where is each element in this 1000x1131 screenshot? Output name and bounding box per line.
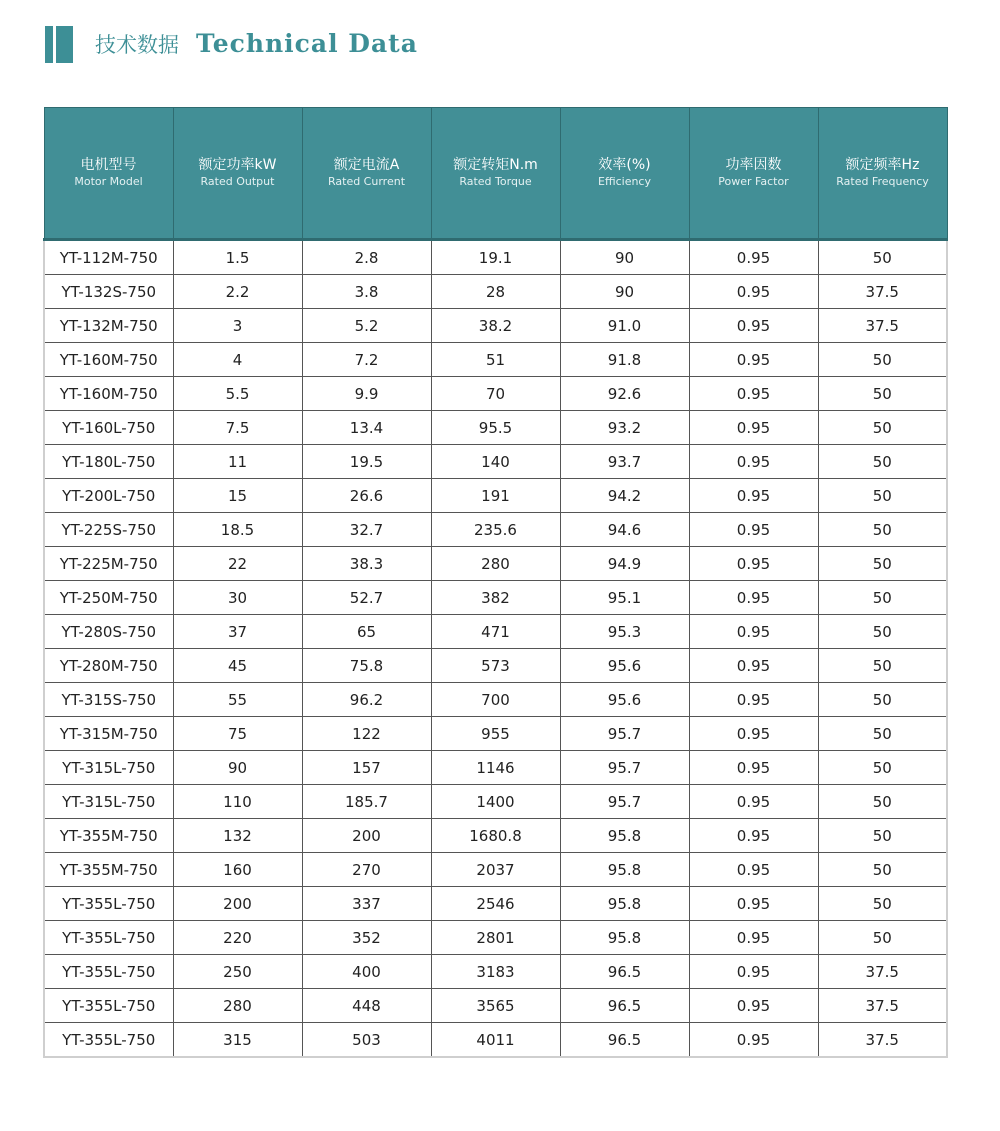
column-header-en: Power Factor	[718, 175, 789, 188]
table-cell: 0.95	[689, 887, 818, 921]
table-row	[44, 343, 947, 377]
table-header-row	[44, 108, 947, 240]
column-header-cn: 额定频率Hz	[845, 157, 920, 173]
table-row	[44, 683, 947, 717]
table-cell: 90	[560, 275, 689, 309]
table-cell: 18.5	[173, 513, 302, 547]
column-header	[44, 108, 173, 240]
table-cell: 0.95	[689, 989, 818, 1023]
table-cell: 200	[302, 819, 431, 853]
table-cell: 337	[302, 887, 431, 921]
motor-model-cell: YT-200L-750	[44, 479, 173, 513]
table-cell: 0.95	[689, 1023, 818, 1058]
table-cell: 92.6	[560, 377, 689, 411]
table-row	[44, 513, 947, 547]
table-cell: 0.95	[689, 309, 818, 343]
table-cell: 3.8	[302, 275, 431, 309]
motor-model-cell: YT-160M-750	[44, 343, 173, 377]
table-cell: 280	[431, 547, 560, 581]
table-cell: 50	[818, 785, 947, 819]
table-row	[44, 819, 947, 853]
table-cell: 2801	[431, 921, 560, 955]
table-cell: 95.7	[560, 751, 689, 785]
motor-model-cell: YT-355L-750	[44, 989, 173, 1023]
table-cell: 0.95	[689, 240, 818, 275]
column-header	[173, 108, 302, 240]
table-cell: 50	[818, 411, 947, 445]
table-cell: 95.1	[560, 581, 689, 615]
table-row	[44, 479, 947, 513]
table-cell: 110	[173, 785, 302, 819]
table-cell: 55	[173, 683, 302, 717]
table-cell: 0.95	[689, 513, 818, 547]
table-cell: 50	[818, 751, 947, 785]
table-cell: 0.95	[689, 445, 818, 479]
table-cell: 51	[431, 343, 560, 377]
table-cell: 93.2	[560, 411, 689, 445]
table-cell: 95.8	[560, 819, 689, 853]
table-cell: 96.2	[302, 683, 431, 717]
motor-model-cell: YT-355L-750	[44, 887, 173, 921]
table-cell: 19.5	[302, 445, 431, 479]
table-cell: 70	[431, 377, 560, 411]
table-cell: 96.5	[560, 989, 689, 1023]
table-cell: 315	[173, 1023, 302, 1058]
table-cell: 22	[173, 547, 302, 581]
table-row	[44, 411, 947, 445]
table-cell: 95.8	[560, 921, 689, 955]
column-header-en: Motor Model	[74, 175, 143, 188]
title-bar-icon	[45, 26, 73, 63]
table-row	[44, 751, 947, 785]
table-row	[44, 615, 947, 649]
table-cell: 122	[302, 717, 431, 751]
motor-model-cell: YT-180L-750	[44, 445, 173, 479]
table-cell: 4	[173, 343, 302, 377]
table-row	[44, 921, 947, 955]
table-cell: 0.95	[689, 547, 818, 581]
table-row	[44, 1023, 947, 1058]
table-cell: 26.6	[302, 479, 431, 513]
table-cell: 1680.8	[431, 819, 560, 853]
table-cell: 573	[431, 649, 560, 683]
table-cell: 132	[173, 819, 302, 853]
column-header-en: Efficiency	[598, 175, 651, 188]
motor-model-cell: YT-160L-750	[44, 411, 173, 445]
table-cell: 50	[818, 513, 947, 547]
table-cell: 15	[173, 479, 302, 513]
table-cell: 75	[173, 717, 302, 751]
table-cell: 37.5	[818, 309, 947, 343]
table-cell: 95.5	[431, 411, 560, 445]
table-cell: 5.5	[173, 377, 302, 411]
table-cell: 50	[818, 343, 947, 377]
table-cell: 0.95	[689, 751, 818, 785]
table-cell: 1146	[431, 751, 560, 785]
table-cell: 50	[818, 377, 947, 411]
column-header-en: Rated Current	[327, 175, 406, 188]
table-cell: 1400	[431, 785, 560, 819]
table-cell: 50	[818, 615, 947, 649]
table-cell: 4011	[431, 1023, 560, 1058]
motor-model-cell: YT-225M-750	[44, 547, 173, 581]
table-cell: 65	[302, 615, 431, 649]
table-cell: 38.2	[431, 309, 560, 343]
table-cell: 37.5	[818, 989, 947, 1023]
motor-model-cell: YT-280S-750	[44, 615, 173, 649]
table-cell: 95.8	[560, 853, 689, 887]
table-cell: 0.95	[689, 581, 818, 615]
table-cell: 50	[818, 819, 947, 853]
table-cell: 50	[818, 683, 947, 717]
table-cell: 50	[818, 717, 947, 751]
column-header	[431, 108, 560, 240]
table-cell: 270	[302, 853, 431, 887]
motor-model-cell: YT-250M-750	[44, 581, 173, 615]
table-cell: 94.6	[560, 513, 689, 547]
table-cell: 50	[818, 921, 947, 955]
table-cell: 185.7	[302, 785, 431, 819]
table-row	[44, 887, 947, 921]
table-cell: 5.2	[302, 309, 431, 343]
table-cell: 0.95	[689, 717, 818, 751]
table-row	[44, 785, 947, 819]
table-row	[44, 240, 947, 275]
table-cell: 50	[818, 479, 947, 513]
table-cell: 50	[818, 853, 947, 887]
table-cell: 11	[173, 445, 302, 479]
table-cell: 503	[302, 1023, 431, 1058]
table-cell: 28	[431, 275, 560, 309]
column-header	[689, 108, 818, 240]
table-row	[44, 547, 947, 581]
table-cell: 95.8	[560, 887, 689, 921]
motor-model-cell: YT-315M-750	[44, 717, 173, 751]
motor-model-cell: YT-315S-750	[44, 683, 173, 717]
table-cell: 0.95	[689, 649, 818, 683]
table-cell: 96.5	[560, 955, 689, 989]
table-cell: 280	[173, 989, 302, 1023]
page-title-en: Technical Data	[195, 29, 418, 58]
table-cell: 235.6	[431, 513, 560, 547]
table-row	[44, 649, 947, 683]
table-cell: 2546	[431, 887, 560, 921]
table-cell: 382	[431, 581, 560, 615]
column-header-cn: 效率(%)	[598, 157, 651, 173]
table-cell: 3565	[431, 989, 560, 1023]
motor-model-cell: YT-355L-750	[44, 955, 173, 989]
table-cell: 37.5	[818, 955, 947, 989]
motor-model-cell: YT-280M-750	[44, 649, 173, 683]
table-body	[44, 240, 947, 1058]
table-cell: 19.1	[431, 240, 560, 275]
table-cell: 0.95	[689, 819, 818, 853]
motor-model-cell: YT-355M-750	[44, 819, 173, 853]
table-cell: 94.9	[560, 547, 689, 581]
table-row	[44, 581, 947, 615]
motor-model-cell: YT-315L-750	[44, 785, 173, 819]
table-cell: 2.2	[173, 275, 302, 309]
table-cell: 200	[173, 887, 302, 921]
table-cell: 250	[173, 955, 302, 989]
table-cell: 352	[302, 921, 431, 955]
motor-model-cell: YT-160M-750	[44, 377, 173, 411]
motor-model-cell: YT-225S-750	[44, 513, 173, 547]
technical-data-table	[43, 107, 948, 1058]
column-header-cn: 额定电流A	[333, 157, 400, 173]
motor-model-cell: YT-132S-750	[44, 275, 173, 309]
table-cell: 0.95	[689, 479, 818, 513]
table-cell: 448	[302, 989, 431, 1023]
table-cell: 191	[431, 479, 560, 513]
table-cell: 0.95	[689, 615, 818, 649]
column-header-en: Rated Torque	[459, 175, 532, 188]
column-header-en: Rated Frequency	[836, 175, 929, 188]
table-cell: 37.5	[818, 275, 947, 309]
table-cell: 95.6	[560, 649, 689, 683]
column-header-en: Rated Output	[200, 175, 275, 188]
column-header-cn: 额定功率kW	[198, 157, 277, 173]
table-row	[44, 445, 947, 479]
table-cell: 0.95	[689, 343, 818, 377]
motor-model-cell: YT-315L-750	[44, 751, 173, 785]
motor-model-cell: YT-355L-750	[44, 1023, 173, 1058]
column-header	[560, 108, 689, 240]
table-cell: 2.8	[302, 240, 431, 275]
motor-model-cell: YT-355L-750	[44, 921, 173, 955]
table-cell: 471	[431, 615, 560, 649]
table-cell: 0.95	[689, 955, 818, 989]
table-row	[44, 309, 947, 343]
table-cell: 160	[173, 853, 302, 887]
table-cell: 0.95	[689, 683, 818, 717]
table-row	[44, 377, 947, 411]
table-cell: 955	[431, 717, 560, 751]
table-row	[44, 955, 947, 989]
table-cell: 0.95	[689, 275, 818, 309]
motor-model-cell: YT-112M-750	[44, 240, 173, 275]
table-cell: 9.9	[302, 377, 431, 411]
table-cell: 0.95	[689, 853, 818, 887]
table-cell: 91.0	[560, 309, 689, 343]
section-title	[45, 25, 418, 63]
table-cell: 95.7	[560, 717, 689, 751]
table-cell: 7.2	[302, 343, 431, 377]
column-header-cn: 电机型号	[80, 157, 137, 173]
table-cell: 50	[818, 445, 947, 479]
table-cell: 90	[560, 240, 689, 275]
column-header-cn: 额定转矩N.m	[453, 157, 538, 173]
table-cell: 37	[173, 615, 302, 649]
table-row	[44, 717, 947, 751]
table-cell: 45	[173, 649, 302, 683]
table-cell: 0.95	[689, 411, 818, 445]
table-cell: 94.2	[560, 479, 689, 513]
table-cell: 50	[818, 887, 947, 921]
table-cell: 50	[818, 649, 947, 683]
table-cell: 75.8	[302, 649, 431, 683]
page-title	[95, 29, 418, 59]
table-cell: 37.5	[818, 1023, 947, 1058]
motor-model-cell: YT-132M-750	[44, 309, 173, 343]
table-cell: 50	[818, 581, 947, 615]
table-cell: 0.95	[689, 785, 818, 819]
table-cell: 3183	[431, 955, 560, 989]
table-cell: 50	[818, 240, 947, 275]
motor-model-cell: YT-355M-750	[44, 853, 173, 887]
table-cell: 32.7	[302, 513, 431, 547]
column-header	[818, 108, 947, 240]
table-cell: 140	[431, 445, 560, 479]
table-cell: 7.5	[173, 411, 302, 445]
table-cell: 220	[173, 921, 302, 955]
table-cell: 95.6	[560, 683, 689, 717]
column-header	[302, 108, 431, 240]
table-row	[44, 989, 947, 1023]
table-cell: 50	[818, 547, 947, 581]
table-cell: 400	[302, 955, 431, 989]
table-cell: 157	[302, 751, 431, 785]
table-cell: 91.8	[560, 343, 689, 377]
page-title-cn: 技术数据	[95, 33, 179, 57]
table-cell: 93.7	[560, 445, 689, 479]
table-cell: 52.7	[302, 581, 431, 615]
table-cell: 700	[431, 683, 560, 717]
column-header-cn: 功率因数	[725, 157, 782, 173]
table-cell: 38.3	[302, 547, 431, 581]
table-cell: 95.3	[560, 615, 689, 649]
table-cell: 3	[173, 309, 302, 343]
table-cell: 30	[173, 581, 302, 615]
table-cell: 90	[173, 751, 302, 785]
table-cell: 96.5	[560, 1023, 689, 1058]
table-row	[44, 853, 947, 887]
table-cell: 0.95	[689, 377, 818, 411]
table-row	[44, 275, 947, 309]
table-cell: 0.95	[689, 921, 818, 955]
table-cell: 13.4	[302, 411, 431, 445]
table-cell: 2037	[431, 853, 560, 887]
table-cell: 95.7	[560, 785, 689, 819]
table-cell: 1.5	[173, 240, 302, 275]
